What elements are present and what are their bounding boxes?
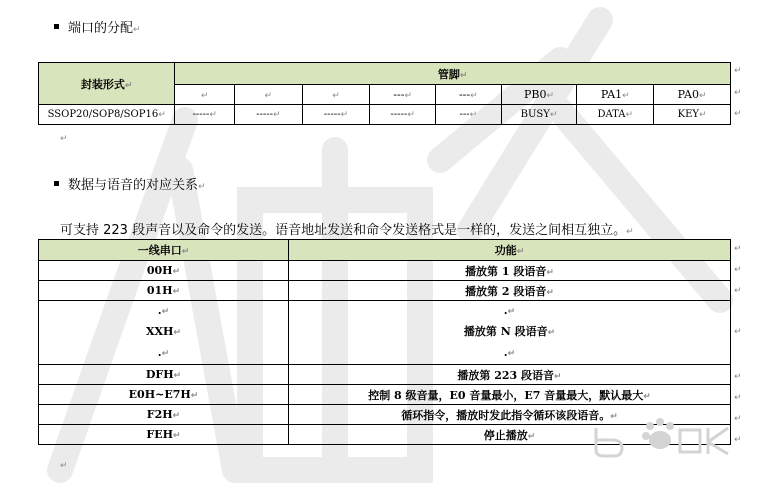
table-row <box>39 261 731 281</box>
pin-function-cell <box>302 105 370 125</box>
code-text: E0H~E7H <box>128 388 191 401</box>
pin-function-cell <box>654 105 731 125</box>
bullet-icon <box>54 24 59 29</box>
paragraph-mark: ↵ <box>546 91 555 101</box>
pin-header-cell <box>435 85 501 105</box>
table-row <box>39 281 731 301</box>
paragraph-mark: ↵ <box>698 110 707 120</box>
table-row <box>39 301 731 365</box>
pin-header-cell <box>175 85 235 105</box>
paragraph-mark: ↵ <box>181 247 190 257</box>
pins-group-label: 管脚 <box>437 67 460 81</box>
ellipsis-dot <box>289 343 730 364</box>
paragraph-mark: ↵ <box>190 391 199 401</box>
pin-assignment-table <box>38 62 731 125</box>
paragraph-mark: ↵ <box>332 91 340 101</box>
code-text: F2H <box>146 408 173 421</box>
function-header <box>289 240 731 261</box>
pin-function-text: --- <box>459 109 470 120</box>
paragraph-mark: ↵ <box>172 287 181 297</box>
paragraph-mark: ↵ <box>625 110 634 120</box>
serial-header <box>39 240 289 261</box>
paragraph-mark: ↵ <box>734 435 742 445</box>
pin-function-cell <box>501 105 577 125</box>
paragraph-mark: ↵ <box>549 110 558 120</box>
paragraph-mark: ↵ <box>734 372 742 382</box>
pin-function-cell <box>577 105 654 125</box>
paragraph-mark: ↵ <box>734 393 742 403</box>
paragraph-mark: ↵ <box>173 431 181 441</box>
pin-function-cell <box>234 105 302 125</box>
paragraph-mark: ↵ <box>610 411 618 422</box>
pin-function-text: BUSY <box>520 109 550 120</box>
site-watermark-logo <box>588 408 738 468</box>
function-text: 控制 8 级音量，E0 音量最小，E7 音量最大，默认最大 <box>368 388 644 402</box>
function-cell <box>289 301 731 365</box>
pin-function-text: ----- <box>323 109 341 120</box>
pin-header-cell <box>577 85 654 105</box>
function-cell <box>289 281 731 301</box>
pin-header-text: --- <box>458 88 471 101</box>
function-text: 停止播放 <box>483 428 528 442</box>
pin-header-cell <box>654 85 731 105</box>
paragraph-mark: ↵ <box>554 371 562 382</box>
paragraph-mark: ↵ <box>264 91 273 101</box>
paragraph-mark: ↵ <box>546 287 554 298</box>
function-cell <box>289 385 731 405</box>
description-paragraph <box>60 219 634 238</box>
paragraph-mark: ↵ <box>698 91 707 101</box>
pin-function-cell <box>370 105 436 125</box>
section2-heading <box>68 174 206 193</box>
function-text: 播放第 2 段语音 <box>465 284 547 298</box>
function-header-label: 功能 <box>494 244 517 257</box>
dot-text: . <box>157 304 162 317</box>
pin-function-text: ----- <box>256 109 273 120</box>
paragraph-mark: ↵ <box>507 307 516 317</box>
section1-title: 端口的分配 <box>68 21 134 36</box>
table-row <box>39 385 731 405</box>
paragraph-mark: ↵ <box>734 244 742 254</box>
table-header-row <box>39 240 731 261</box>
paragraph-mark: ↵ <box>272 110 281 120</box>
package-type-header <box>39 63 175 105</box>
paragraph-mark: ↵ <box>516 247 525 257</box>
code-text: 01H <box>146 284 173 297</box>
pin-function-cell <box>175 105 235 125</box>
description-text: 可支持 223 段声音以及命令的发送。语音地址发送和命令发送格式是一样的，发送之间相互独立。 <box>60 223 627 238</box>
section2-title: 数据与语音的对应关系 <box>68 178 199 193</box>
code-text: XXH <box>145 325 174 338</box>
pin-header-text: PA0 <box>677 88 699 101</box>
paragraph-mark: ↵ <box>734 109 742 119</box>
table-row <box>39 365 731 385</box>
pin-header-text: --- <box>393 88 405 101</box>
paragraph-mark: ↵ <box>734 414 742 424</box>
paragraph-mark: ↵ <box>340 110 349 120</box>
dot-text: . <box>503 304 508 317</box>
function-text: 播放第 N 段语音 <box>463 325 548 338</box>
paragraph-mark: ↵ <box>198 182 206 192</box>
paragraph-mark: ↵ <box>404 91 412 101</box>
package-name-cell <box>39 105 175 125</box>
paragraph-mark: ↵ <box>459 70 468 81</box>
paragraph-mark: ↵ <box>527 431 536 442</box>
paragraph-mark: ↵ <box>161 307 170 317</box>
paragraph-mark: ↵ <box>734 265 742 275</box>
code-cell <box>39 281 289 301</box>
code-line <box>39 322 288 343</box>
ellipsis-dot <box>39 343 288 364</box>
paragraph-mark: ↵ <box>209 110 217 120</box>
pin-header-cell <box>501 85 577 105</box>
ellipsis-dot <box>39 301 288 322</box>
function-text: 循环指令，播放时发此指令循环该段语音。 <box>401 408 611 422</box>
function-cell <box>289 261 731 281</box>
function-text: 播放第 1 段语音 <box>465 264 547 278</box>
ellipsis-dot <box>289 301 730 322</box>
paragraph-mark: ↵ <box>173 328 181 338</box>
dot-text: . <box>503 346 508 359</box>
function-text: 播放第 223 段语音 <box>457 368 555 382</box>
pin-header-cell <box>302 85 370 105</box>
code-cell <box>39 301 289 365</box>
paragraph-mark: ↵ <box>172 411 181 421</box>
package-type-label: 封装形式 <box>80 77 125 91</box>
paragraph-mark: ↵ <box>172 267 181 277</box>
pin-function-text: DATA <box>597 109 626 120</box>
package-name: SSOP20/SOP8/SOP16 <box>47 109 159 120</box>
dot-text: . <box>157 346 162 359</box>
paragraph-mark: ↵ <box>161 349 170 359</box>
code-text: DFH <box>145 368 174 381</box>
paragraph-mark: ↵ <box>470 91 478 101</box>
pin-header-cell <box>234 85 302 105</box>
pin-function-text: ----- <box>192 109 210 120</box>
bullet-icon <box>54 181 59 186</box>
paragraph-mark: ↵ <box>546 267 554 278</box>
paragraph-mark: ↵ <box>622 91 630 101</box>
pins-group-header <box>175 63 731 85</box>
pin-function-text: KEY <box>677 109 699 120</box>
pin-header-text: PA1 <box>600 88 623 101</box>
code-text: 00H <box>146 264 173 277</box>
pin-header-text: PB0 <box>523 88 547 101</box>
paragraph-mark: ↵ <box>643 391 651 402</box>
paragraph-mark: ↵ <box>734 88 742 98</box>
paragraph-mark: ↵ <box>507 349 516 359</box>
paragraph-mark: ↵ <box>133 25 141 35</box>
section1-heading <box>68 17 141 36</box>
paragraph-mark: ↵ <box>469 110 478 120</box>
pin-header-cell <box>370 85 436 105</box>
paragraph-mark: ↵ <box>60 461 68 471</box>
function-line <box>289 322 730 343</box>
paragraph-mark: ↵ <box>734 66 742 76</box>
paragraph-mark: ↵ <box>626 227 634 237</box>
paragraph-mark: ↵ <box>60 134 68 144</box>
paragraph-mark: ↵ <box>734 327 742 337</box>
code-cell <box>39 385 289 405</box>
paragraph-mark: ↵ <box>547 328 556 338</box>
code-cell <box>39 405 289 425</box>
paragraph-mark: ↵ <box>200 91 209 101</box>
pin-function-text: ----- <box>390 109 408 120</box>
serial-header-label: 一线串口 <box>137 244 182 257</box>
paragraph-mark: ↵ <box>407 110 415 120</box>
paragraph-mark: ↵ <box>734 286 742 296</box>
paragraph-mark: ↵ <box>173 371 182 381</box>
code-cell <box>39 425 289 445</box>
code-cell <box>39 365 289 385</box>
paragraph-mark: ↵ <box>158 110 166 120</box>
pin-function-cell <box>435 105 501 125</box>
pin-function-row <box>39 105 731 125</box>
function-cell <box>289 365 731 385</box>
code-cell <box>39 261 289 281</box>
paragraph-mark: ↵ <box>124 80 133 91</box>
code-text: FEH <box>146 428 174 441</box>
